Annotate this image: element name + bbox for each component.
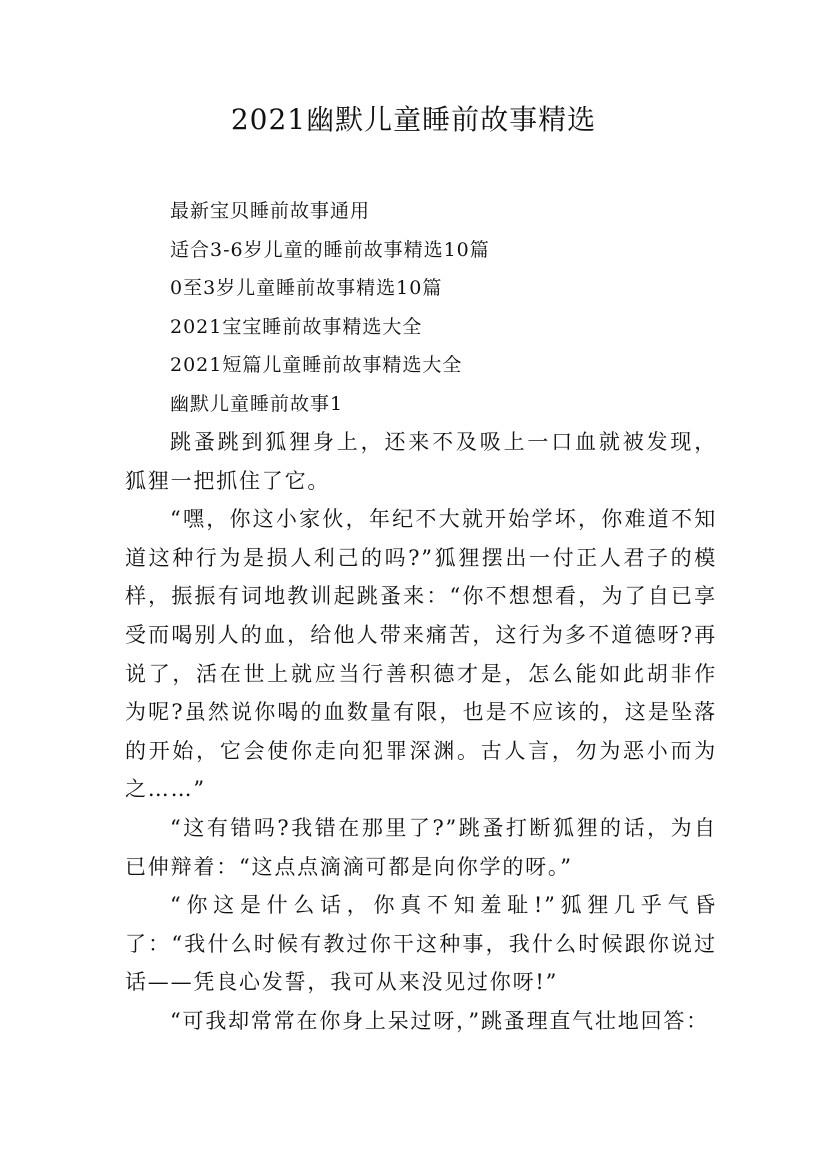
story-list-item: 2021短篇儿童睡前故事精选大全 xyxy=(170,354,463,376)
document-title: 2021幽默儿童睡前故事精选 xyxy=(230,103,597,136)
story-paragraph: “这有错吗?我错在那里了?”跳蚤打断狐狸的话，为自已伸辩着：“这点点滴滴可都是向你学的呀。” xyxy=(125,815,717,879)
story-list xyxy=(170,192,490,423)
story-heading: 幽默儿童睡前故事1 xyxy=(170,392,344,415)
story-paragraph: “可我却常常在你身上呆过呀，”跳蚤理直气壮地回答： xyxy=(170,1008,709,1033)
story-list-item: 最新宝贝睡前故事通用 xyxy=(170,200,371,222)
story-list-item: 适合3-6岁儿童的睡前故事精选10篇 xyxy=(170,238,490,261)
story-list-item: 2021宝宝睡前故事精选大全 xyxy=(170,315,423,338)
story-paragraph: “你这是什么话，你真不知羞耻!”狐狸几乎气昏了：“我什么时候有教过你干这种事，我什么时候跟你说过话——凭良心发誓，我可从来没见过你呀!” xyxy=(125,893,717,995)
story-body xyxy=(125,423,717,1041)
story-list-item: 0至3岁儿童睡前故事精选10篇 xyxy=(170,277,443,299)
story-paragraph: 跳蚤跳到狐狸身上，还来不及吸上一口血就被发现，狐狸一把抓住了它。 xyxy=(125,430,717,493)
story-paragraph: “嘿，你这小家伙，年纪不大就开始学坏，你难道不知道这种行为是损人利己的吗?”狐狸摆出一付正人君子的模样，振振有词地教训起跳蚤来：“你不想想看，为了自已享受而喝别人的血，给他人带来痛苦，这行为多不道德呀?再说了，活在世上就应当行善积德才是，怎么能如此胡非作为呢?虽然说你喝的血数量有限，也是不应该的，这是坠落的开始，它会使你走向犯罪深渊。古人言，勿为恶小而为之……” xyxy=(125,507,717,802)
